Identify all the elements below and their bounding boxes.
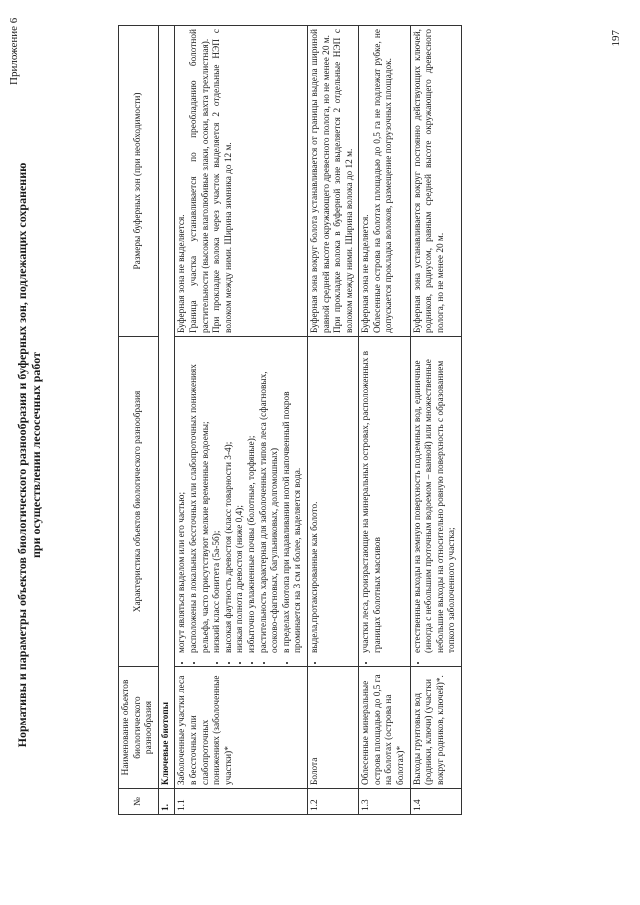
row-name: Облесенные минеральные острова площадью до 0,5 га на болотах (острова на болотах)* <box>359 667 410 789</box>
size-paragraph: При прокладке волока в буферной зоне выделяется 2 отдельные НЭП с волоком между ними. Ширина волока до 12 м. <box>333 29 355 333</box>
header-characteristics: Характеристика объектов биологического разнообразия <box>119 337 159 667</box>
list-item: • расположены в локальных бессточных или слабопроточных понижениях рельефа, часто присутствуют мелкие временные водоемы; <box>189 340 212 653</box>
row-name: Заболоченные участки леса в бессточных или слабопроточных понижениях (заболоченные участки)* <box>175 667 308 789</box>
row-num: 1.3 <box>359 789 410 815</box>
appendix-label: Приложение 6 <box>8 17 20 85</box>
list-item: • в пределах биотопа при надавливании ногой напочвенный покров проминается на 3 см и более, выделяется вода. <box>282 340 305 653</box>
row-buffer-size <box>410 26 461 337</box>
size-paragraph: Буферная зона устанавливается вокруг постоянно действующих ключей, родников, радиусом, равным средней высоте окружающего древесного полога, но не менее 20 м. <box>412 29 446 333</box>
list-item: • низкая полнота древостоя (ниже 0,4); <box>235 340 247 653</box>
list-item: • низкий класс бонитета (5а-5б); <box>212 340 224 653</box>
header-buffer-size: Размеры буферных зон (при необходимости) <box>119 26 159 337</box>
list-item: • участки леса, произрастающие на минеральных островах, расположенных в границах болотных массивов <box>361 340 384 653</box>
list-item: • могут являться выделом или его частью; <box>177 340 189 653</box>
table-row <box>175 26 308 815</box>
row-name: Болота <box>307 667 358 789</box>
table-row <box>410 26 461 815</box>
table-header-row <box>119 26 159 815</box>
table-row <box>359 26 410 815</box>
document-title <box>15 45 43 865</box>
row-characteristics <box>307 337 358 667</box>
title-line-1: Нормативы и параметры объектов биологического разнообразия и буферных зон, подлежащих сохранению <box>15 162 29 748</box>
title-line-2: при осуществлении лесосечных работ <box>29 352 43 558</box>
row-characteristics <box>175 337 308 667</box>
list-item: • избыточно увлажненные почвы (болотные, торфяные); <box>247 340 259 653</box>
row-num: 1.1 <box>175 789 308 815</box>
header-num: № <box>119 789 159 815</box>
section-num: 1. <box>158 789 175 815</box>
row-buffer-size <box>175 26 308 337</box>
size-paragraph: Буферная зона вокруг болота устанавливается от границы выдела шириной равной средней высоте окружающего древесного полога, но не менее 20 м. <box>309 29 332 333</box>
list-item: • выдела,протаксированные как болото. <box>310 340 322 653</box>
size-paragraph: Буферная зона не выделяется. <box>177 214 188 333</box>
row-characteristics <box>359 337 410 667</box>
row-name: Выходы грунтовых вод (родники, ключи) (участки вокруг родников, ключей)*. <box>410 667 461 789</box>
row-num: 1.2 <box>307 789 358 815</box>
list-item: • растительность характерная для заболоченных типов леса (сфагновых, осоково-сфагновых, багульниковых, долгомошных) <box>259 340 282 653</box>
row-characteristics <box>410 337 461 667</box>
size-paragraph: При прокладке волока через участок выделяется 2 отдельные НЭП с волоком между ними. Ширина зимника до 12 м. <box>212 29 234 333</box>
row-num: 1.4 <box>410 789 461 815</box>
section-label: Ключевые биотопы <box>158 26 175 789</box>
page-number: 197 <box>610 30 622 47</box>
header-name: Наименование объектов биологического разнообразия <box>119 667 159 789</box>
row-buffer-size <box>359 26 410 337</box>
list-item: • высокая фаутность древостоя (класс товарности 3-4); <box>224 340 236 653</box>
row-buffer-size <box>307 26 358 337</box>
table-row <box>307 26 358 815</box>
biotope-table <box>118 25 462 815</box>
size-paragraph: Граница участка устанавливается по преобладанию болотной растительности (высокие влаголюбивые злаки, осоки, вахта трехлистная). <box>188 29 211 333</box>
section-row <box>158 26 175 815</box>
size-paragraph: Облесенные острова на болотах площадью до 0,5 га не подлежат рубке, не допускается прокладка волоков, размещение погрузочных площадок. <box>372 29 395 333</box>
size-paragraph: Буферная зона не выделяется. <box>361 214 372 333</box>
list-item: • естественные выходы на земную поверхность подземных вод, единичные (иногда с небольшим проточным водоемом – ванной) или множественные небольшие выходы на относительно ровную поверхность с образованием топкого заболоченного участка; <box>413 340 459 653</box>
